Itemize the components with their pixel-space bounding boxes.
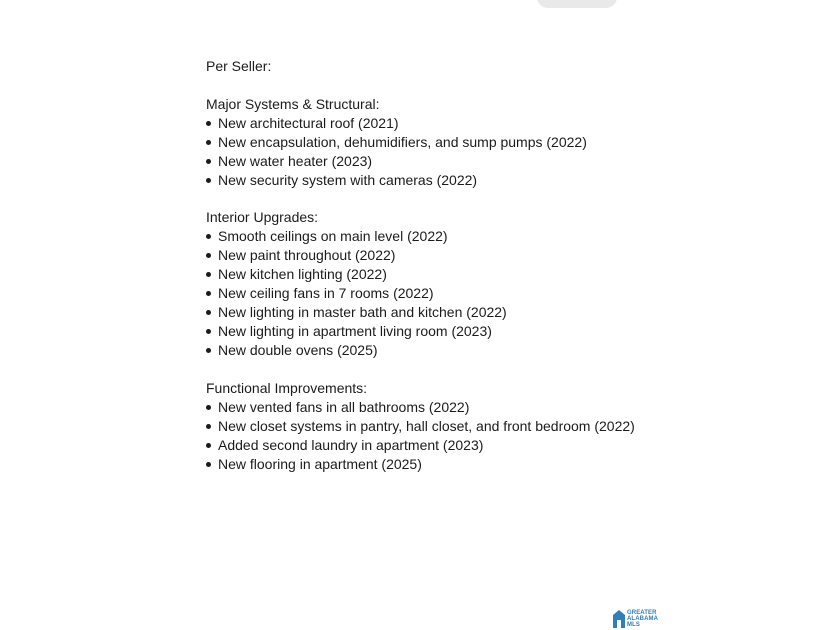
bullet-dot-icon: [206, 424, 211, 429]
section-heading-major-systems: Major Systems & Structural:: [206, 95, 380, 112]
document-intro: Per Seller:: [206, 58, 272, 74]
bullet-dot-icon: [206, 405, 211, 410]
greater-alabama-mls-logo: [613, 610, 658, 628]
section-heading-functional-improvements: Functional Improvements:: [206, 379, 368, 396]
bullet-dot-icon: [206, 272, 211, 277]
house-icon: [613, 610, 625, 628]
list-item: New lighting in apartment living room (2023): [206, 322, 806, 341]
list-item: New water heater (2023): [206, 152, 806, 171]
logo-text-line3: MLS: [627, 622, 640, 628]
logo-text-line2: ALABAMA: [627, 616, 659, 622]
section-heading-interior-upgrades: Interior Upgrades:: [206, 209, 319, 225]
bullet-dot-icon: [206, 443, 211, 448]
logo-text-line1: GREATER: [627, 610, 657, 616]
bullet-dot-icon: [206, 348, 211, 353]
bullet-dot-icon: [206, 462, 211, 467]
top-scroll-pill[interactable]: [537, 0, 617, 8]
list-item: New closet systems in pantry, hall closet, and front bedroom (2022): [206, 417, 806, 436]
list-item: New paint throughout (2022): [206, 246, 806, 265]
list-item: New encapsulation, dehumidifiers, and sump pumps (2022): [206, 133, 806, 152]
bullet-dot-icon: [206, 121, 211, 126]
bullet-dot-icon: [206, 310, 211, 315]
document-body: [206, 57, 806, 474]
list-item: Added second laundry in apartment (2023): [206, 436, 806, 455]
bullet-dot-icon: [206, 178, 211, 183]
bullet-dot-icon: [206, 253, 211, 258]
list-item: New flooring in apartment (2025): [206, 455, 806, 474]
bullet-dot-icon: [206, 140, 211, 145]
list-item: New lighting in master bath and kitchen (2022): [206, 303, 806, 322]
list-item: New ceiling fans in 7 rooms (2022): [206, 284, 806, 303]
list-item: Smooth ceilings on main level (2022): [206, 227, 806, 246]
list-item: New kitchen lighting (2022): [206, 265, 806, 284]
bullet-dot-icon: [206, 329, 211, 334]
bullet-dot-icon: [206, 291, 211, 296]
list-item: New security system with cameras (2022): [206, 171, 806, 190]
list-item: New vented fans in all bathrooms (2022): [206, 398, 806, 417]
bullet-dot-icon: [206, 159, 211, 164]
list-item: New double ovens (2025): [206, 341, 806, 360]
bullet-dot-icon: [206, 234, 211, 239]
list-item: New architectural roof (2021): [206, 114, 806, 133]
